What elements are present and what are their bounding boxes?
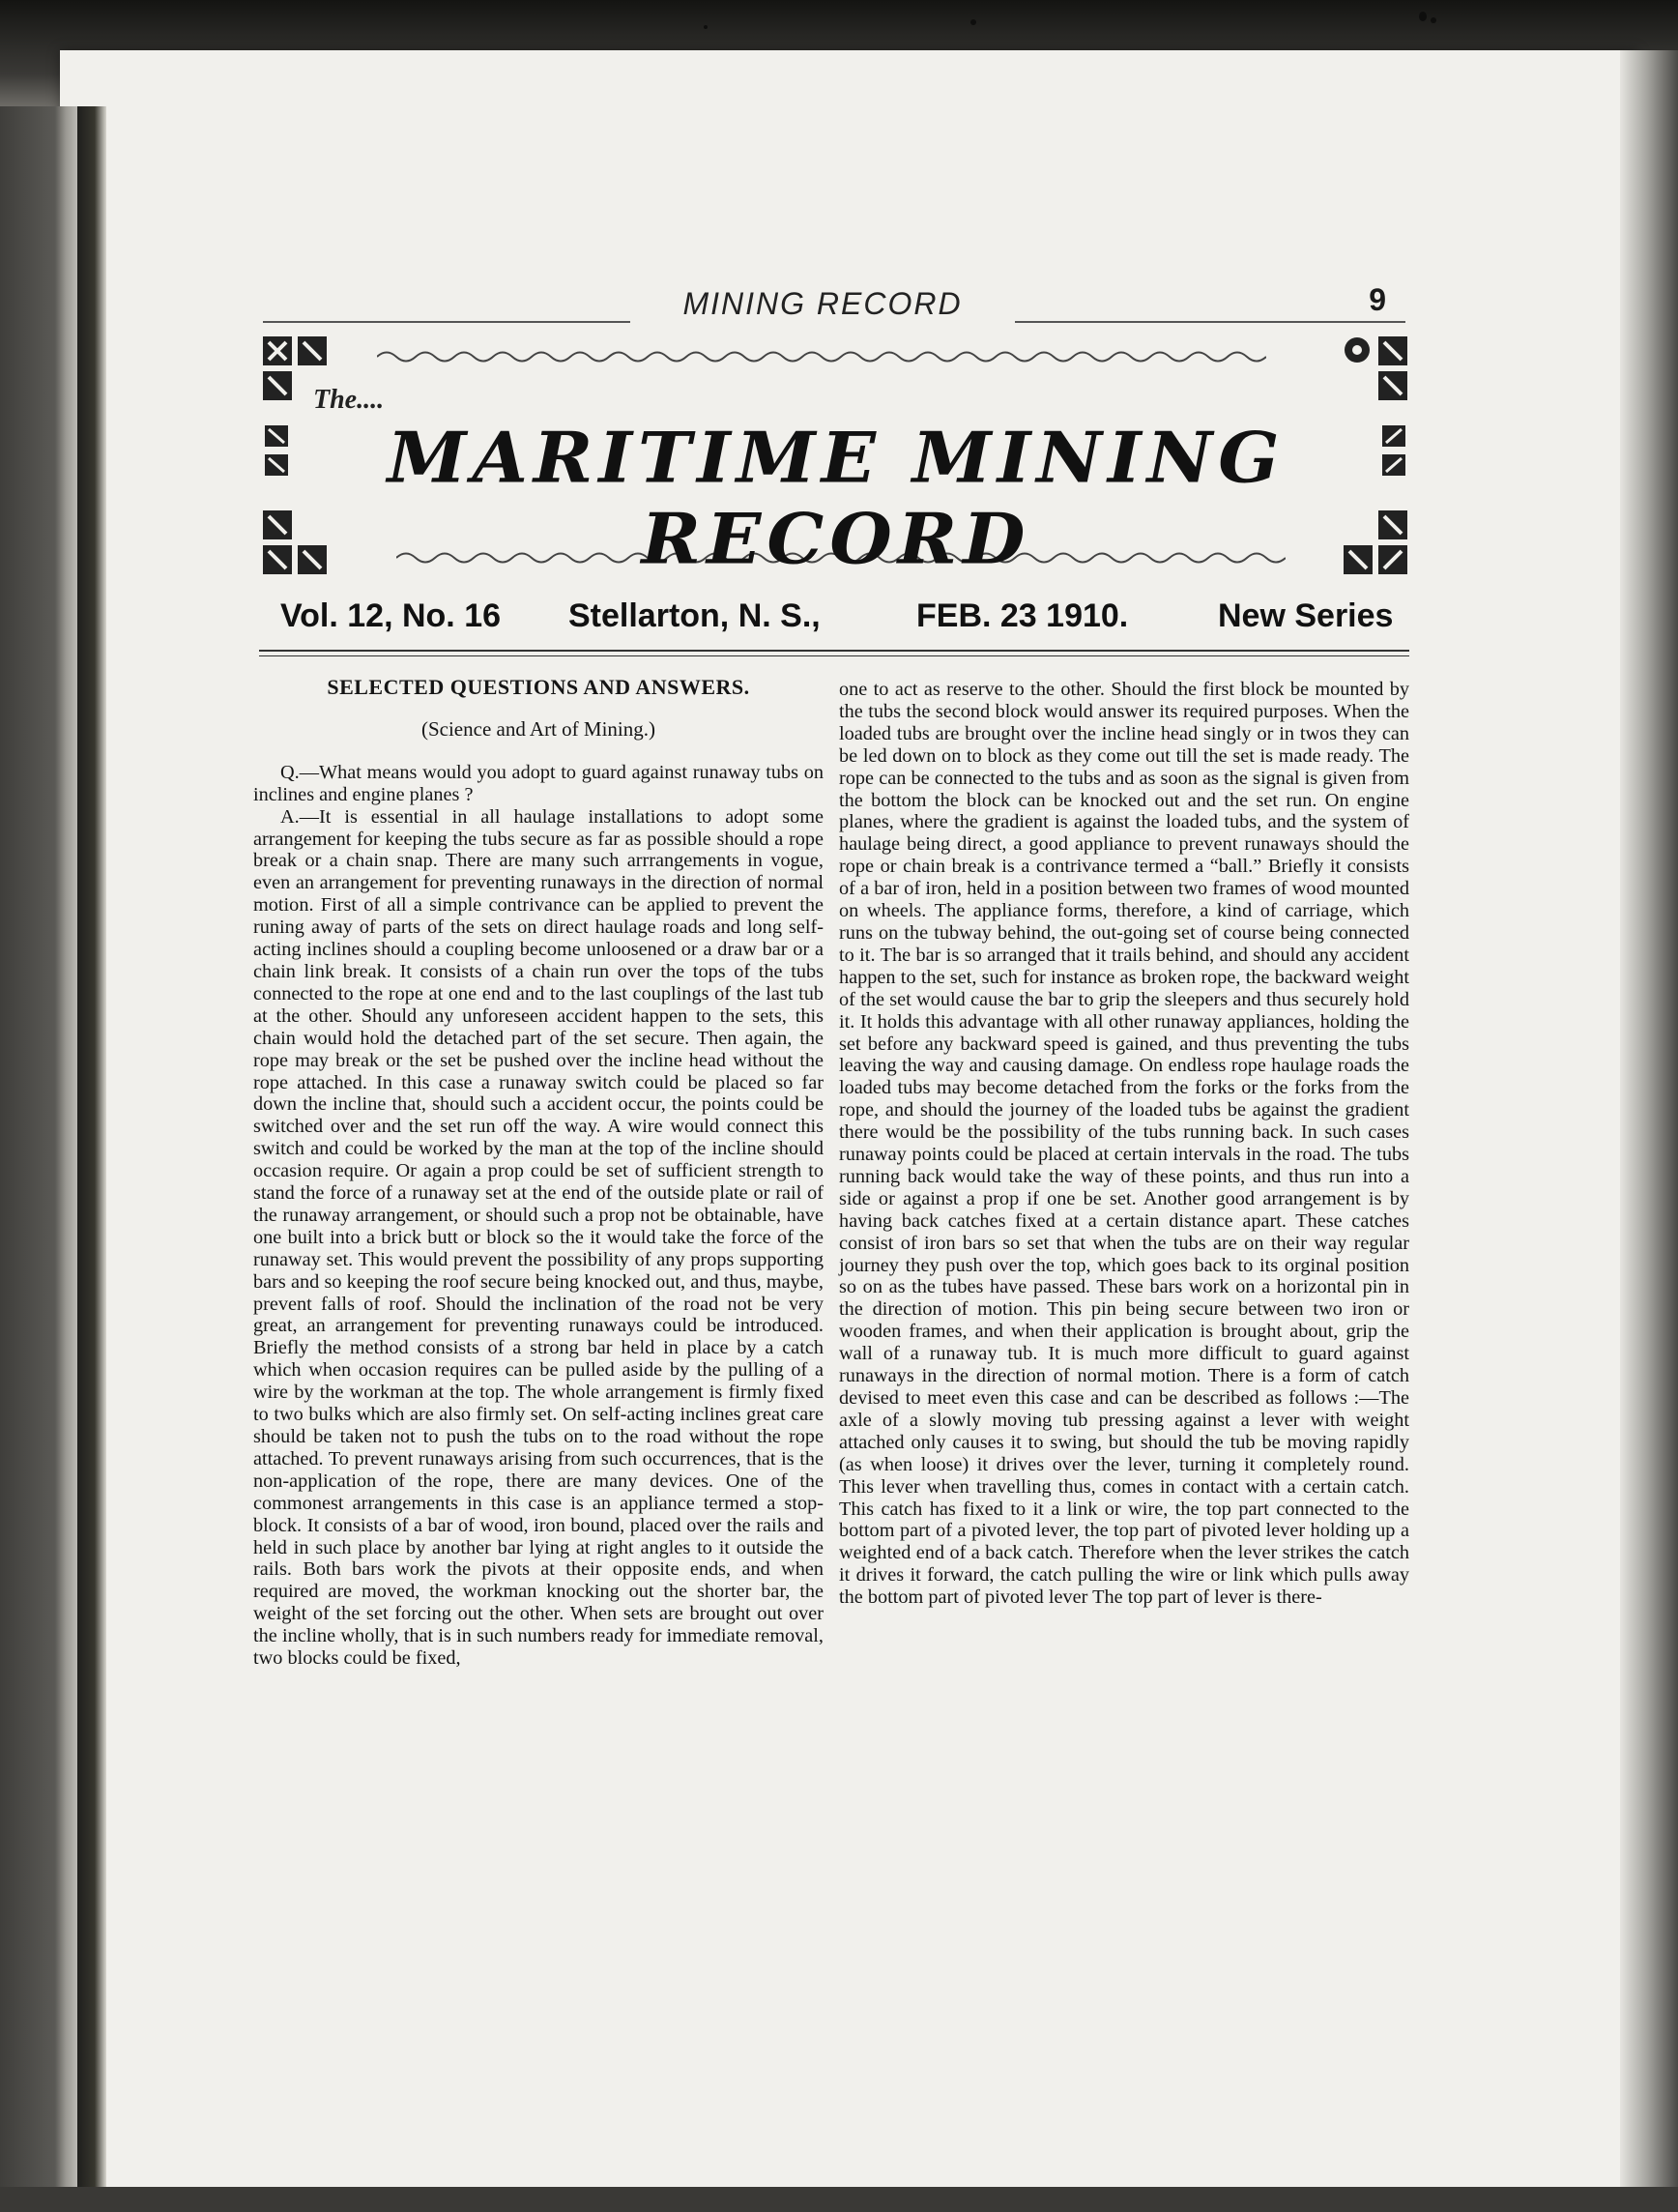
article-answer-part-2: one to act as reserve to the other. Should the first block be mounted by the tubs the second block would answer its required purposes. When the loaded tubs are brought over the incline head singly or in twos they can be led down on to block as they come out till the set is made ready. The rope can be connected to the tubs and as soon as the signal is given from the bottom the block can be knocked out and the set run. On engine planes, where the gradient is against the loaded tubs, and the system of haulage being direct, a good appliance to prevent runaways should the rope or chain break is a contrivance termed a “ball.” Briefly it consists of a bar of iron, held in a position between two frames of wood mounted on wheels. The appliance forms, therefore, a kind of carriage, which runs on the tubway behind, the out-going set of course being connected to it. The bar is so arranged that it trails behind, and should any accident happen to the set, such for instance as broken rope, the backward weight of the set would cause the bar to grip the sleepers and thus securely hold it. It holds this advantage with all other runaway appliances, holding the set before any backward speed is gained, and thus preventing the tubs leaving the way and causing damage. On endless rope haulage roads the loaded tubs may become detached from the forks or the forks from the rope, and should the journey of the loaded tubs be against the gradient there would be the possibility of the tubs running back. In such cases runaway points could be placed at certain intervals in the road. The tubs running back would take the way of these points, and thus run into a side or against a prop if one be set. Another good arrangement is by having back catches fixed at a certain distance apart. These catches consist of iron bars so set that when the tubs are on their way regular journey they push over the top, which goes back to its orginal position so on as the tubes have passed. These bars work on a horizontal pin in the direction of motion. This pin being secure between two iron or wooden frames, and when their application is brought about, grip the wall of a runaway tub. It is much more difficult to guard against runaways in the direction of normal motion. There is a form of catch devised to meet even this case and can be described as follows :—The axle of a slowly moving tub pressing against a lever with weight attached only causes it to swing, but should the tub be moving rapidly (as when loose) it drives over the lever, turning it completely round. This lever when travelling thus, comes in contact with a certain catch. This catch has fixed to it a link or wire, the top part connected to the bottom part of a pivoted lever, the top part of pivoted lever holding up a weighted end of a back catch. Therefore when the lever strikes the catch it drives it forward, the catch pulling the wire or link which pulls away the bottom part of pivoted lever The top part of lever is there-	[839, 679, 1409, 1609]
article-column-2	[839, 679, 1409, 1609]
issue-info-line	[280, 597, 1411, 646]
dust-speck	[704, 25, 708, 29]
issue-date: FEB. 23 1910.	[916, 597, 1129, 634]
ornament-corner-icon	[1342, 335, 1409, 402]
divider-rule	[259, 650, 1409, 652]
article-answer-part-1: A.—It is essential in all haulage installations to adopt some arrangement for keeping the tubs secure as far as possible should a rope break or a chain snap. There are many such arrrangements in vogue, even an arrangement for preventing runaways in the direction of normal motion. First of all a simple contrivance can be applied to prevent the runing away of parts of the sets on direct haulage roads and long self-acting inclines should a coupling become unloosened or a draw bar or a chain link break. It consists of a chain run over the tops of the tubs connected to the rope at one end and to the last couplings of the last tub at the other. Should any unforeseen accident happen to the sets, this chain would hold the detached part of the set secure. Then again, the rope may break or the set be pushed over the incline head without the rope attached. In this case a runaway switch could be placed so far down the incline that, should such a accident occur, the points could be switched over and the set run off the way. A wire would connect this switch and could be worked by the man at the top of the incline should occasion require. Or again a prop could be set of sufficient strength to stand the force of a runaway set at the end of the outside plate or rail of the runaway arrangement, or should such a prop not be obtainable, have one built into a brick butt or block so the it would take the force of the runaway set. This would prevent the possibility of any props supporting bars and so keeping the roof secure being knocked out, and thus, maybe, prevent falls of roof. Should the inclination of the road not be very great, an arrangement for preventing runaways could be introduced. Briefly the method consists of a strong bar held in place by a catch which when occasion requires can be pulled aside by the pulling of a wire by the workman at the top. The whole arrangement is firmly fixed to two bulks which are also firmly set. On self-acting inclines great care should be taken not to push the tubs on to the road without the rope attached. To prevent runaways arising from such occurrences, that is the non-application of the rope, there are many devices. One of the commonest arrangements in this case is an appliance termed a stop-block. It consists of a bar of wood, iron bound, placed over the rails and held in such place by another bar lying at right angles to it outside the rails. Both bars work the pivots at their opposite ends, and when required are moved, the workman knocking out the shorter bar, the weight of the set forcing out the other. When sets are brought out over the incline wholly, that is in such numbers ready for immediate removal, two blocks could be fixed,	[253, 805, 824, 1670]
running-head-title: MINING RECORD	[682, 286, 963, 321]
divider-rule	[259, 655, 1409, 656]
masthead-prefix: The....	[313, 385, 385, 415]
issue-place: Stellarton, N. S.,	[568, 597, 821, 634]
masthead	[261, 335, 1409, 581]
issue-volume: Vol. 12, No. 16	[280, 597, 502, 634]
masthead-title: MARITIME MINING RECORD	[387, 417, 1286, 581]
ornament-side-icon	[261, 422, 294, 480]
issue-series: New Series	[1218, 597, 1394, 634]
dust-speck	[970, 19, 976, 25]
article-source: (Science and Art of Mining.)	[420, 716, 656, 741]
article-column-1	[253, 677, 824, 1670]
running-head	[263, 282, 1405, 329]
running-head-rule-left	[263, 321, 630, 323]
dust-speck	[1431, 17, 1436, 23]
article-heading: SELECTED QUESTIONS AND ANSWERS.	[327, 675, 750, 699]
article-question: Q.—What means would you adopt to guard against runaway tubs on inclines and engine planes ?	[253, 761, 824, 805]
ornament-wave-line-icon	[377, 348, 1266, 365]
page-right-fold	[1620, 50, 1678, 2212]
dust-speck	[1419, 12, 1427, 21]
running-head-rule-right	[1015, 321, 1405, 323]
binding-strip	[77, 106, 106, 2212]
scan-bottom-edge	[0, 2187, 1678, 2212]
page-number: 9	[1369, 282, 1386, 317]
scan-left-edge	[0, 106, 89, 2212]
